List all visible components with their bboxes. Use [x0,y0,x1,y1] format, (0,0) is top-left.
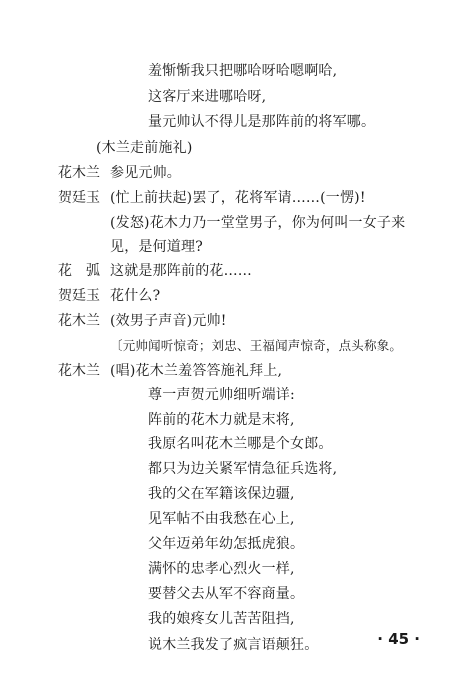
lyric-line: 量元帅认不得儿是那阵前的将军哪。 [148,114,376,130]
dialogue-line: 见，是何道理? [110,239,203,255]
lyric-line: 都只为边关紧军情急征兵选将, [148,461,338,477]
dialogue-line: 参见元帅。 [110,165,181,181]
lyric-line: 说木兰我发了疯言语颠狂。 [148,637,319,653]
speaker-name: 贺廷玉 [58,288,100,304]
speaker-name: 花木兰 [58,313,100,329]
speaker-name: 花木兰 [58,363,100,379]
lyric-line: 我原名叫花木兰哪是个女郎。 [148,436,333,452]
lyric-line: 尊一声贺元帅细听端详: [148,387,295,403]
dialogue-line: 这就是那阵前的花…… [110,263,252,279]
dialogue-line: (忙上前扶起)罢了，花将军请……(一愣)! [110,190,366,206]
lyric-line: 要替父去从军不容商量。 [148,586,305,602]
lyric-line: 见军帖不由我愁在心上, [148,511,295,527]
stage-direction: 〔元帅闻听惊奇；刘忠、王福闻声惊奇，点头称象。 [110,338,403,353]
speaker-name: 花 弧 [58,263,100,279]
lyric-line: 我的娘疼女儿苦苦阻挡, [148,611,295,627]
speaker-name: 花木兰 [58,165,100,181]
song-line: (唱)花木兰羞答答施礼拜上, [110,363,283,379]
lyric-line: 阵前的花木力就是末将, [148,412,295,428]
page-number: · 45 · [377,630,420,648]
lyric-line: 我的父在军籍该保边疆, [148,486,295,502]
stage-direction: (木兰走前施礼) [96,140,193,156]
dialogue-line: 花什么? [110,288,161,304]
speaker-name: 贺廷玉 [58,190,100,206]
lyric-line: 羞惭惭我只把哪哈呀哈嗯啊哈, [148,63,338,79]
lyric-line: 父年迈弟年幼怎抵虎狼。 [148,536,305,552]
lyric-line: 满怀的忠孝心烈火一样, [148,561,295,577]
lyric-line: 这客厅来进哪哈呀, [148,89,267,105]
dialogue-line: (效男子声音)元帅! [110,313,227,329]
dialogue-line: (发怒)花木力乃一堂堂男子，你为何叫一女子来 [110,215,406,231]
